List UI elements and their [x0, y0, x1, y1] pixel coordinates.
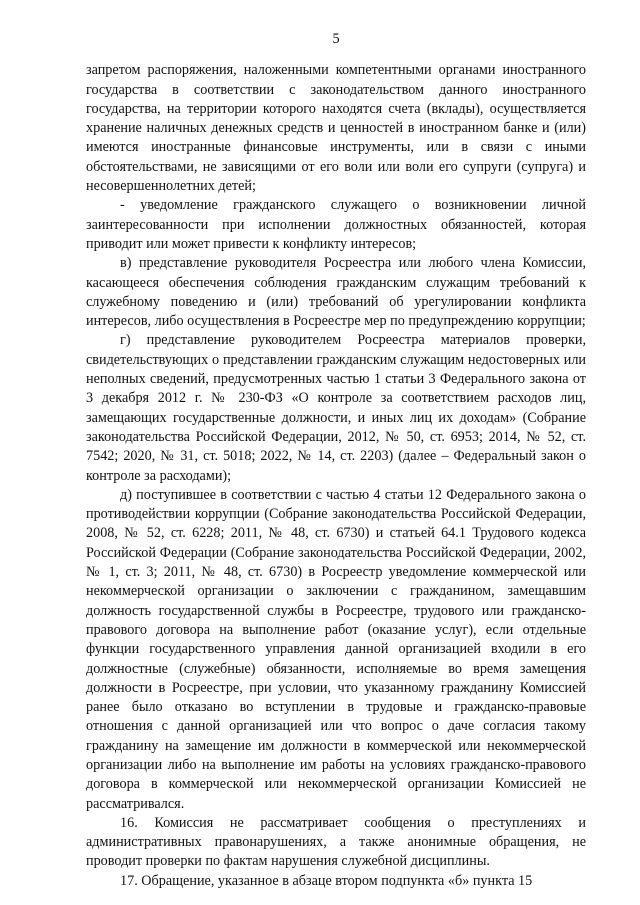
paragraph-item-d: д) поступившее в соответствии с частью 4 статьи 12 Федерального закона о противодействии коррупции (Собрание законодательства Российской Федерации, 2008, № 52, ст. 6228; 2011, № 48, ст. 6730) и статьей 64.1 Трудового кодекса Российской Федерации (Собрание законодательства Российской Федерации, 2002, № 1, ст. 3; 2011, № 48, ст. 6730) в Росреестр уведомление коммерческой или некоммерческой организации о заключении с гражданином, замещавшим должность государственной службы в Росреестре, трудового или гражданско-правового договора на выполнение работ (оказание услуг), если отдельные функции государственного управления данной организацией входили в его должностные (служебные) обязанности, исполняемые во время замещения должности в Росреестре, при условии, что указанному гражданину Комиссией ранее было отказано во вступлении в трудовые и гражданско-правовые отношения с данной организацией или что вопрос о даче согласия такому гражданину на замещение им должности в коммерческой или некоммерческой организации либо на выполнение им работы на условиях гражданско-правового договора в коммерческой или некоммерческой организации Комиссией не рассматривался. — [86, 486, 586, 812]
paragraph-item-16: 16. Комиссия не рассматривает сообщения о преступлениях и административных правонарушениях, а также анонимные обращения, не проводит проверки по фактам нарушения служебной дисциплины. — [86, 814, 586, 870]
paragraph-continuation: запретом распоряжения, наложенными компетентными органами иностранного государства в соответствии с законодательством данного иностранного государства, на территории которого находятся счета (вклады), осуществляется хранение наличных денежных средств и ценностей в иностранном банке и (или) имеются иностранные финансовые инструменты, или в связи с иными обстоятельствами, не зависящими от его воли или воли его супруги (супруга) и несовершеннолетних детей; — [86, 62, 586, 195]
page-number: 5 — [332, 31, 340, 47]
paragraph-conflict-notice: - уведомление гражданского служащего о возникновении личной заинтересованности при исполнении должностных обязанностей, которая приводит или может привести к конфликту интересов; — [86, 197, 586, 252]
paragraph-item-g: г) представление руководителем Росреестра материалов проверки, свидетельствующих о представлении гражданским служащим недостоверных или неполных сведений, предусмотренных частью 1 статьи 3 Федерального закона от 3 декабря 2012 г. № 230-ФЗ «О контроле за соответствием расходов лиц, замещающих государственные должности, и иных лиц их доходам» (Собрание законодательства Российской Федерации, 2012, № 50, ст. 6953; 2014, № 52, ст. 7542; 2020, № 31, ст. 5018; 2022, № 14, ст. 2203) (далее – Федеральный закон о контроле за расходами); — [86, 332, 586, 484]
paragraph-item-v: в) представление руководителя Росреестра или любого члена Комиссии, касающееся обеспечения соблюдения гражданским служащим требований к служебному поведению и (или) требований об урегулировании конфликта интересов, либо осуществления в Росреестре мер по предупреждению коррупции; — [86, 255, 586, 330]
document-page — [86, 30, 586, 891]
paragraph-item-17: 17. Обращение, указанное в абзаце втором подпункта «б» пункта 15 — [120, 872, 533, 889]
